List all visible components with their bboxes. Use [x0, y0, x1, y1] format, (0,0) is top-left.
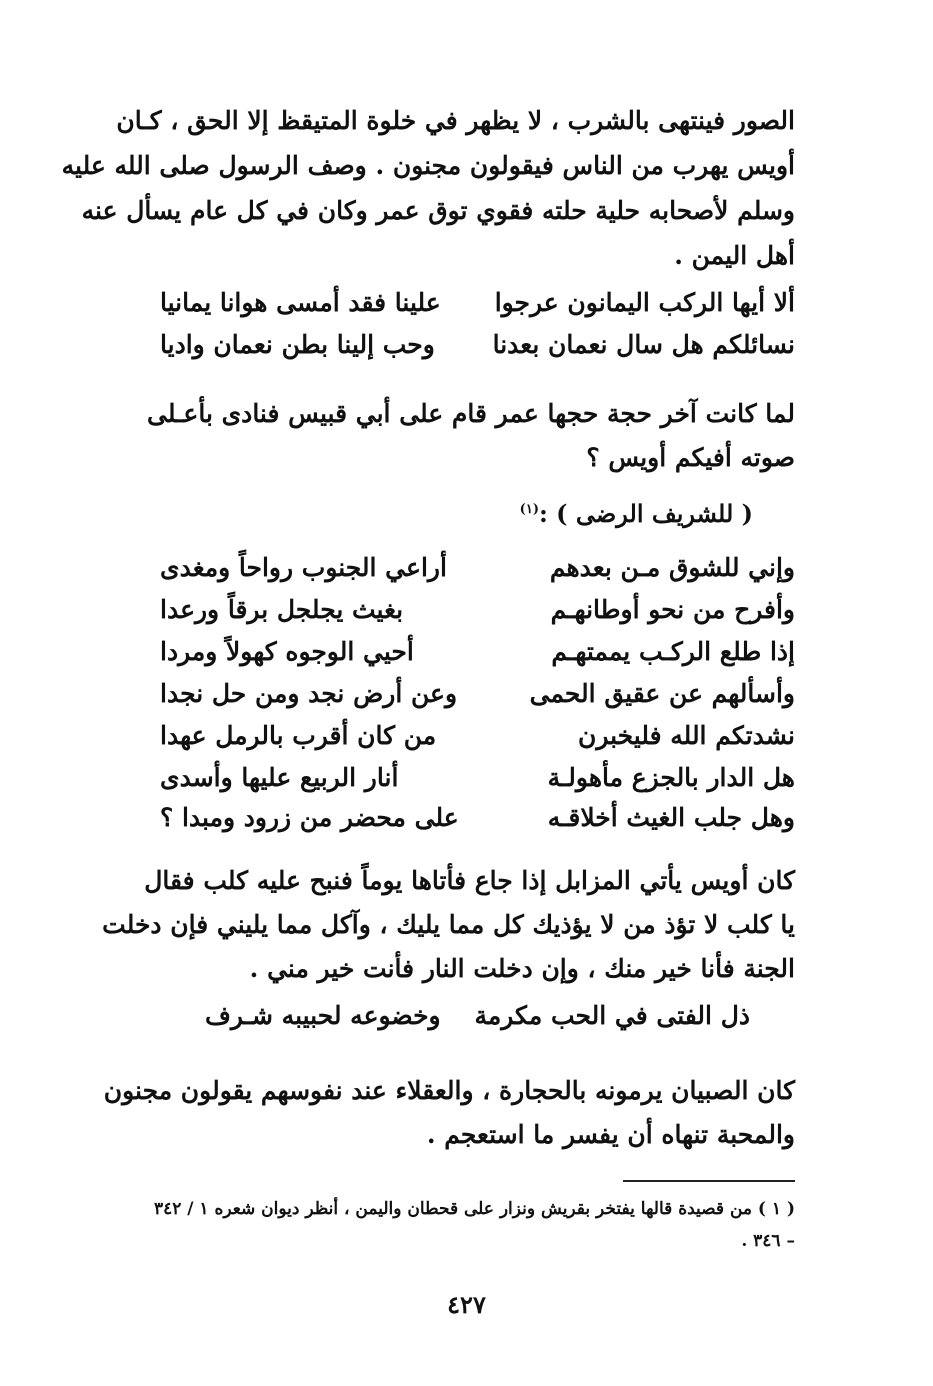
verse-first-hemistich: نشدتكم الله فليخبرن — [577, 721, 795, 750]
verse-first-hemistich: هل الدار بالجزع مأهولـة — [547, 763, 795, 792]
text-line: أويس يهرب من الناس فيقولون مجنون . وصف الرسول صلى الله عليه — [61, 151, 795, 180]
verse-second-hemistich: وخضوعه لحبيبه شـرف — [205, 1001, 441, 1030]
footnote — [150, 1193, 795, 1257]
footnote-divider — [623, 1180, 795, 1182]
verse-first-hemistich: وهل جلب الغيث أخلاقـه — [547, 803, 795, 832]
text-line: كان أويس يأتي المزابل إذا جاع فأتاها يوماً فنبح عليه كلب فقال — [144, 866, 795, 895]
verse-line — [150, 715, 795, 757]
footnote-marker: (١) — [519, 502, 539, 517]
paragraph-owais-intro — [61, 98, 795, 278]
paragraph-last-hajj — [146, 392, 795, 480]
verse-second-hemistich: على محضر من زرود ومبدا ؟ — [160, 803, 459, 832]
text-line: وسلم لأصحابه حلية حلته فقوي توق عمر وكان في كل عام يسأل عنه — [81, 196, 795, 225]
text-line: صوته أفيكم أويس ؟ — [586, 443, 795, 472]
footnote-line: ( ١ ) من قصيدة قالها يفتخر بقريش ونزار على قحطان واليمن ، أنظر ديوان شعره ١ / ٣٤٢ — [153, 1199, 795, 1219]
paragraph-children-stones — [103, 1069, 795, 1157]
text-line: لما كانت آخر حجة حجها عمر قام على أبي قبيس فنادى بأعـلى — [146, 399, 795, 428]
text-line: الصور فينتهى بالشرب ، لا يظهر في خلوة المتيقظ إلا الحق ، كـان — [116, 106, 795, 135]
verse-first-hemistich: نسائلكم هل سال نعمان بعدنا — [492, 330, 795, 359]
text-line: والمحبة تنهاه أن يفسر ما استعجم . — [426, 1120, 795, 1149]
verse-second-hemistich: من كان أقرب بالرمل عهدا — [160, 721, 437, 750]
verse-second-hemistich: أراعي الجنوب رواحاً ومغدى — [160, 553, 447, 582]
verse-first-hemistich: وأسألهم عن عقيق الحمى — [529, 679, 795, 708]
verse-first-hemistich: إذا طلع الركـب يممتهـم — [551, 637, 795, 666]
verse-line — [150, 797, 795, 839]
verse-second-hemistich: علينا فقد أمسى هوانا يمانيا — [160, 288, 441, 317]
verse-line — [150, 282, 795, 324]
footnote-line: – ٣٤٦ . — [741, 1231, 795, 1251]
verse-first-hemistich: ذل الفتى في الحب مكرمة — [474, 1001, 750, 1030]
page-number: ٤٢٧ — [447, 1290, 486, 1319]
text-line: أهل اليمن . — [674, 241, 795, 270]
text-line: يا كلب لا تؤذ من لا يؤذيك كل مما يليك ، وآكل مما يليني فإن دخلت — [102, 910, 795, 939]
verse-line — [150, 757, 795, 799]
heading-text: ( للشريف الرضى ) : — [538, 499, 753, 528]
verse-line — [195, 995, 750, 1037]
text-line: الجنة فأنا خير منك ، وإن دخلت النار فأنت خير مني . — [249, 954, 795, 983]
text-line: كان الصبيان يرمونه بالحجارة ، والعقلاء عند نفوسهم يقولون مجنون — [103, 1076, 795, 1105]
verse-first-hemistich: وأفرح من نحو أوطانهـم — [550, 595, 795, 624]
paragraph-owais-dog — [102, 859, 795, 991]
verse-first-hemistich: ألا أيها الركب اليمانون عرجوا — [494, 288, 795, 317]
verse-first-hemistich: وإني للشوق مـن بعدهم — [549, 553, 795, 582]
verse-second-hemistich: أحيي الوجوه كهولاً ومردا — [160, 637, 414, 666]
verse-second-hemistich: وعن أرض نجد ومن حل نجدا — [160, 679, 458, 708]
poem-attribution-heading — [520, 490, 753, 534]
verse-second-hemistich: أنار الربيع عليها وأسدى — [160, 763, 399, 792]
verse-second-hemistich: وحب إلينا بطن نعمان واديا — [160, 330, 435, 359]
verse-line — [150, 631, 795, 673]
verse-line — [150, 589, 795, 631]
verse-line — [150, 324, 795, 366]
verse-line — [150, 673, 795, 715]
verse-second-hemistich: بغيث يجلجل برقاً ورعدا — [160, 595, 404, 624]
verse-line — [150, 547, 795, 589]
